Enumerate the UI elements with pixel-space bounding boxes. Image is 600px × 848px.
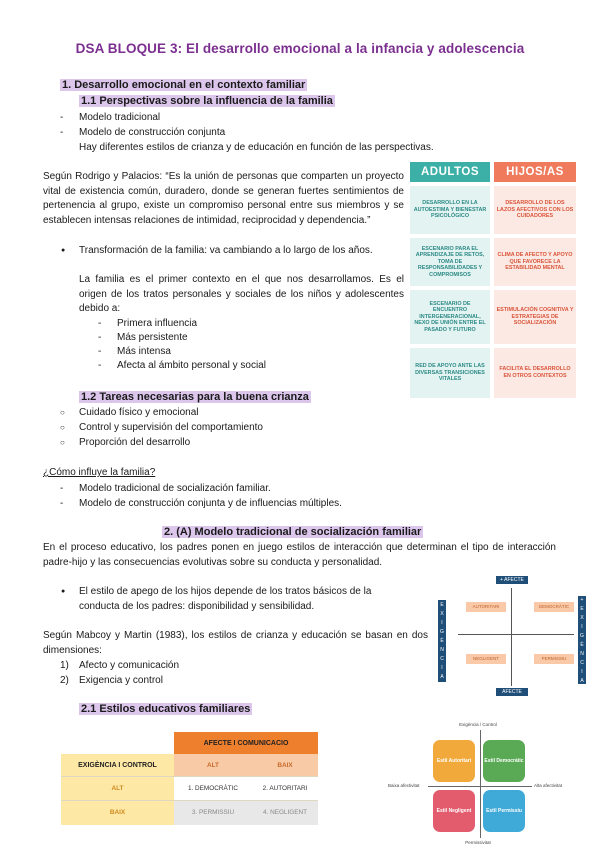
axis-left-label: Baixa afectivitat (388, 783, 420, 788)
table-cell: 2. AUTORITARI (252, 776, 318, 800)
family-paragraph: La familia es el primer contexto en el que nos desarrollamos. Es el origen de los tratos personales y sociales de los niños y adolescentes debido a: (79, 274, 404, 314)
list-item: - Modelo tradicional de socialización familiar. (79, 482, 271, 497)
list-item: - Afecta al ámbito personal y social (117, 359, 266, 374)
adults-children-infographic (410, 162, 576, 400)
table-cell: 3. PERMISSIU (174, 800, 252, 825)
adults-cell: ESCENARIO DE ENCUENTRO INTERGENERACIONAL, NEXO DE UNIÓN ENTRE EL PASADO Y FUTURO (410, 290, 490, 344)
style-box-permissive: Estil Permissiu (483, 790, 525, 832)
bullet-attachment: ● El estilo de apego de los hijos depende de los tratos básicos de la conducta de los padres: disponibilidad y sensibilidad. (79, 585, 399, 614)
style-box-authoritarian: Estil Autoritari (433, 740, 475, 782)
quote-paragraph: Según Rodrigo y Palacios: “Es la unión de personas que comparten un proyecto vital de existencia común, duradero, donde se generan fuertes sentimientos de pertenencia al grupo, existe un compromiso personal entre sus miembros y se establecen intensas relaciones de intimidad, reciprocidad y dependencia.” (43, 171, 404, 226)
list-item: - Primera influencia (117, 317, 197, 332)
list-number: 2) (60, 675, 69, 686)
table-row-header: ALT (61, 776, 174, 800)
section-2-paragraph: En el proceso educativo, los padres ponen en juego estilos de interacción que determinan el tipo de interacción padre-hijo y las consecuencias evolutivas sobre su conducta y personalidad. (43, 542, 556, 568)
right-axis-bar: + E X I G È N C I A (578, 596, 586, 684)
note-text: Hay diferentes estilos de crianza y de educación en función de las perspectivas. (79, 142, 434, 153)
section-2-1-heading: 2.1 Estilos educativos familiares (81, 703, 251, 715)
quadrant-tag: AUTORITARI (466, 602, 506, 612)
quadrant-tag: DEMOCRÀTIC (534, 602, 574, 612)
horizontal-axis (428, 786, 532, 787)
list-item: - Más persistente (117, 331, 188, 346)
vertical-axis (480, 730, 481, 838)
bullet-transformation: ● Transformación de la familia: va cambiando a lo largo de los años. (79, 244, 404, 259)
children-cell: DESARROLLO DE LOS LAZOS AFECTIVOS CON LOS CUIDADORES (494, 186, 576, 234)
table-header-left: EXIGÈNCIA I CONTROL (61, 754, 174, 776)
children-header: HIJOS/AS (494, 162, 576, 182)
table-col-header: BAIX (252, 754, 318, 776)
list-item: - Modelo de construcción conjunta (79, 126, 225, 141)
parenting-styles-table (61, 732, 318, 825)
section-1-2-heading: 1.2 Tareas necesarias para la buena crianza (81, 391, 309, 403)
list-item: - Modelo tradicional (79, 111, 160, 126)
styles-quadrant-diagram (388, 720, 563, 848)
list-item: - Modelo de construcción conjunta y de influencias múltiples. (79, 497, 342, 512)
style-box-negligent: Estil Negligent (433, 790, 475, 832)
quadrant-bottom-label: AFECTE (496, 688, 528, 696)
table-corner (61, 732, 174, 754)
section-2-heading: 2. (A) Modelo tradicional de socialización familiar (164, 526, 422, 538)
children-cell: CLIMA DE AFECTO Y APOYO QUE FAVORECE LA ESTABILIDAD MENTAL (494, 238, 576, 286)
list-number: 1) (60, 660, 69, 671)
list-item: Afecto y comunicación (79, 660, 180, 671)
dimensions-paragraph: Según Mabcoy y Martin (1983), los estilos de crianza y educación se basan en dos dimensiones: (43, 630, 428, 656)
page-title: DSA BLOQUE 3: El desarrollo emocional a la infancia y adolescencia (75, 41, 525, 56)
table-divider (61, 776, 318, 777)
section-1-heading: 1. Desarrollo emocional en el contexto familiar (62, 79, 306, 91)
list-item: Exigencia y control (79, 675, 163, 686)
table-header-top: AFECTE I COMUNICACIO (174, 732, 318, 754)
adults-cell: RED DE APOYO ANTE LAS DIVERSAS TRANSICIONES VITALES (410, 348, 490, 398)
table-row-header: BAIX (61, 800, 174, 825)
axis-top-label: Exigència / Control (459, 722, 497, 727)
section-1-1-heading: 1.1 Perspectivas sobre la influencia de la familia (81, 95, 333, 107)
list-item: - Más intensa (117, 345, 171, 360)
list-item: ○ Cuidado físico y emocional (79, 406, 199, 421)
quadrant-top-label: + AFECTE (496, 576, 528, 584)
adults-header: ADULTOS (410, 162, 490, 182)
children-cell: FACILITA EL DESARROLLO EN OTROS CONTEXTOS (494, 348, 576, 398)
adults-cell: DESARROLLO EN LA AUTOESTIMA Y BIENESTAR PSICOLÓGICO (410, 186, 490, 234)
left-axis-bar: E X I G È N C I A (438, 600, 446, 682)
quadrant-tag: NEGLIGENT (466, 654, 506, 664)
axis-bottom-label: Permissivitat (465, 840, 491, 845)
table-col-header: ALT (174, 754, 252, 776)
table-divider (61, 800, 318, 801)
table-cell: 1. DEMOCRÀTIC (174, 776, 252, 800)
style-box-democratic: Estil Democràtic (483, 740, 525, 782)
table-cell: 4. NEGLIGENT (252, 800, 318, 825)
children-cell: ESTIMULACIÓN COGNITIVA Y ESTRATEGIAS DE SOCIALIZACIÓN (494, 290, 576, 344)
adults-cell: ESCENARIO PARA EL APRENDIZAJE DE RETOS, TOMA DE RESPONSABILIDADES Y COMPROMISOS (410, 238, 490, 286)
question-heading: ¿Cómo influye la familia? (43, 467, 156, 478)
parenting-styles-quadrant (436, 572, 600, 704)
list-item: ○ Control y supervisión del comportamiento (79, 421, 263, 436)
quadrant-tag: PERMISSIU (534, 654, 574, 664)
horizontal-axis (458, 634, 574, 635)
vertical-axis (511, 588, 512, 686)
axis-right-label: Alta afectivitat (534, 783, 563, 788)
list-item: ○ Proporción del desarrollo (79, 436, 190, 451)
